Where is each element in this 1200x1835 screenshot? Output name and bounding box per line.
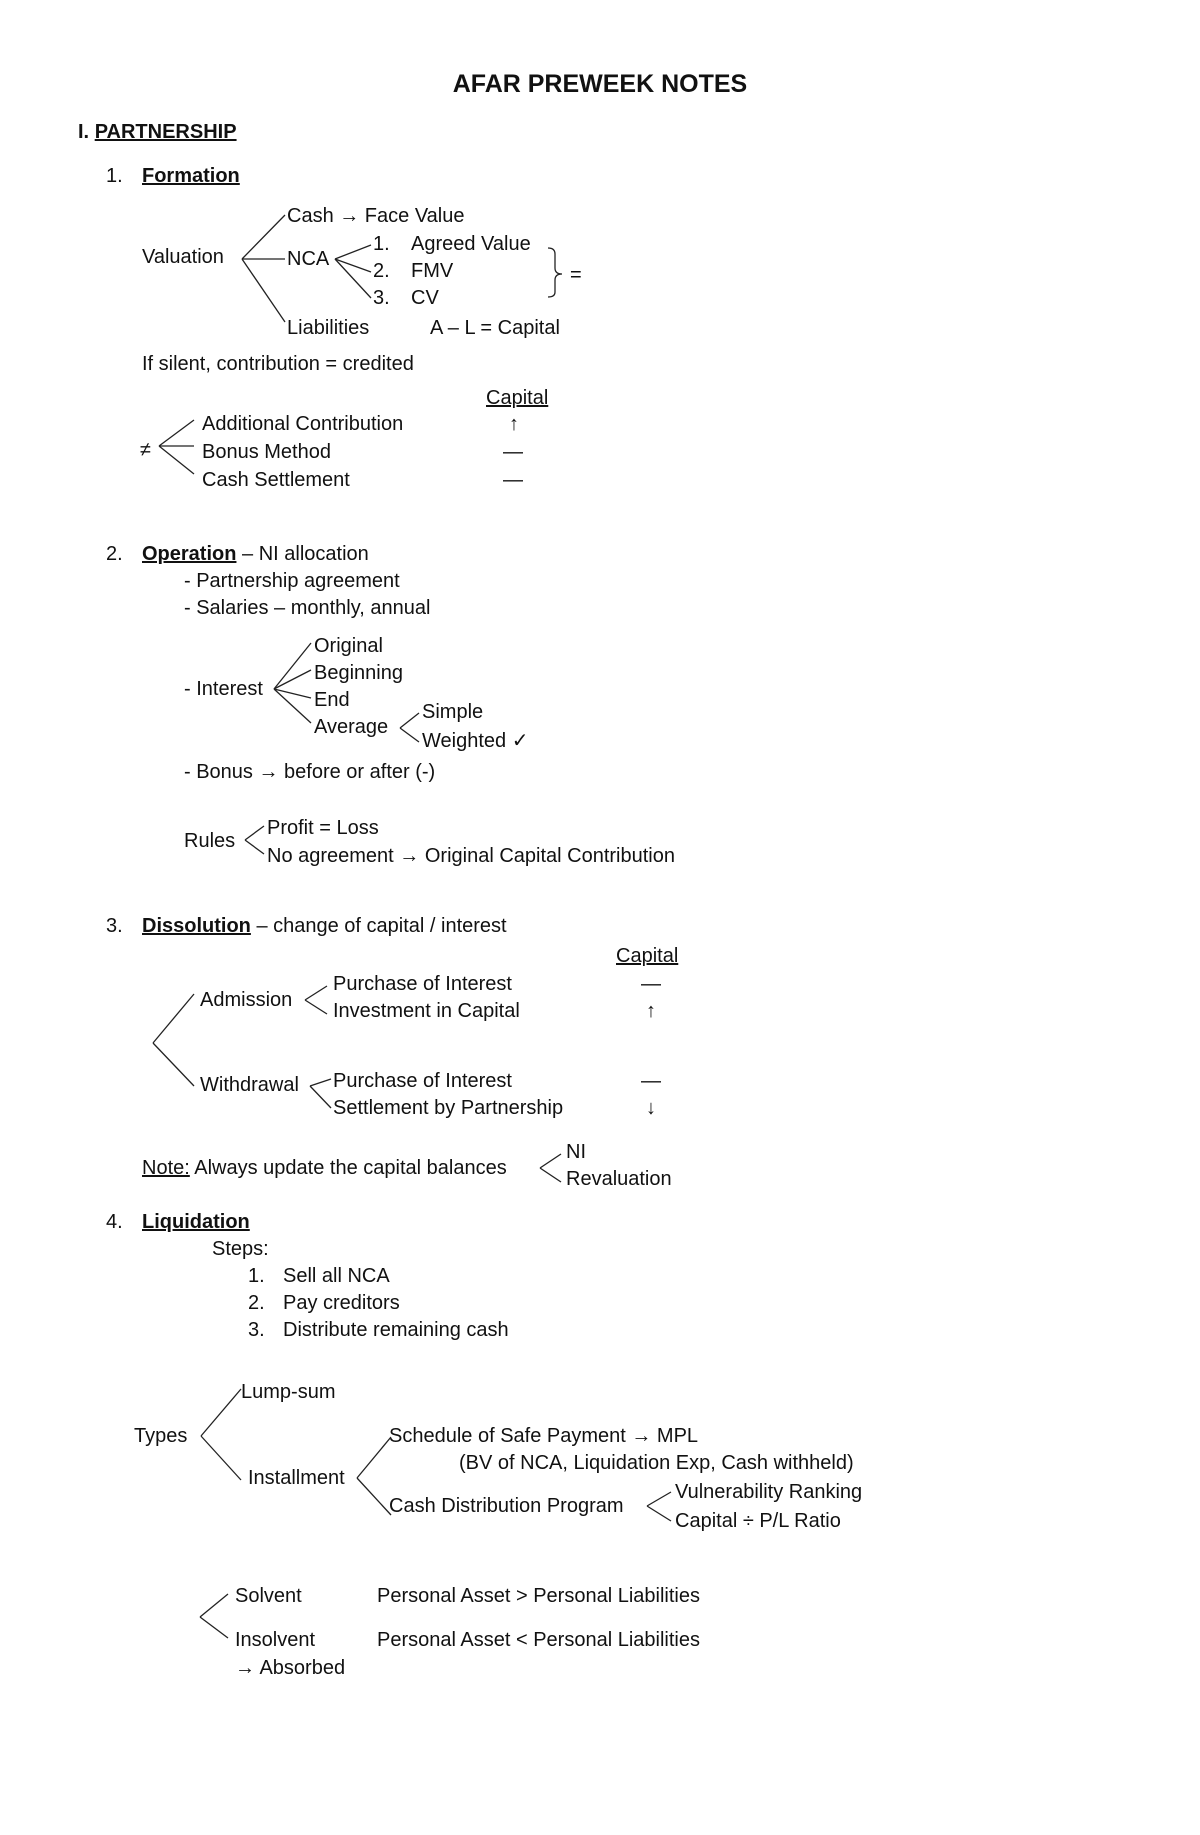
step-item: Sell all NCA xyxy=(283,1265,390,1287)
steps-label: Steps: xyxy=(212,1238,269,1260)
section-heading xyxy=(78,120,237,144)
liquidation-heading: Liquidation xyxy=(142,1211,250,1233)
types-label: Types xyxy=(134,1425,188,1447)
note-line xyxy=(142,1156,507,1180)
rules-label: Rules xyxy=(184,830,236,852)
withdrawal-capital-effect: ↓ xyxy=(646,1097,656,1119)
method-capital-effect: — xyxy=(503,469,523,491)
dissolution-heading: Dissolution xyxy=(142,915,251,937)
interest-option: Beginning xyxy=(314,662,403,684)
solvency-description: Personal Asset > Personal Liabilities xyxy=(377,1585,700,1607)
absorbed-note: → Absorbed xyxy=(235,1657,346,1679)
capital-column-header: Capital xyxy=(486,387,549,409)
nca-item-number: 3. xyxy=(373,287,390,309)
admission-item: Investment in Capital xyxy=(333,1000,520,1022)
cdp-item: Capital ÷ P/L Ratio xyxy=(675,1510,841,1532)
admission-label: Admission xyxy=(200,989,293,1011)
safe-payment-detail: (BV of NCA, Liquidation Exp, Cash withheld) xyxy=(459,1452,854,1474)
nca-label: NCA xyxy=(287,248,330,270)
cash-distribution-program: Cash Distribution Program xyxy=(389,1495,624,1517)
cdp-item: Vulnerability Ranking xyxy=(675,1481,863,1503)
average-option: Weighted ✓ xyxy=(422,730,529,752)
note-text: Always update the capital balances xyxy=(194,1157,507,1179)
nca-item: FMV xyxy=(411,260,454,282)
solvency-description: Personal Asset < Personal Liabilities xyxy=(377,1629,700,1651)
operation-subtitle: – NI allocation xyxy=(242,543,369,565)
page-title: AFAR PREWEEK NOTES xyxy=(452,70,748,98)
admission-capital-effect: — xyxy=(641,973,661,995)
rule-item: Profit = Loss xyxy=(267,817,379,839)
silent-contribution-note: If silent, contribution = credited xyxy=(142,353,414,375)
method-capital-effect: ↑ xyxy=(509,413,519,435)
interest-option: Average xyxy=(314,716,389,738)
interest-label: - Interest xyxy=(184,678,263,700)
withdrawal-item: Purchase of Interest xyxy=(333,1070,512,1092)
step-number: 3. xyxy=(248,1319,265,1341)
note-label: Note: xyxy=(142,1157,190,1179)
formation-heading: Formation xyxy=(142,165,240,187)
cash-face-value: Cash → Face Value xyxy=(287,205,465,227)
method-label: Cash Settlement xyxy=(202,469,350,491)
capital-equation: A – L = Capital xyxy=(430,317,560,339)
section-numeral: I. xyxy=(78,121,90,143)
step-number: 2. xyxy=(248,1292,265,1314)
method-capital-effect: — xyxy=(503,441,523,463)
valuation-label: Valuation xyxy=(142,246,224,268)
withdrawal-label: Withdrawal xyxy=(200,1074,299,1096)
average-option: Simple xyxy=(422,701,484,723)
step-item: Pay creditors xyxy=(283,1292,400,1314)
solvency-label: Insolvent xyxy=(235,1629,316,1651)
method-label: Bonus Method xyxy=(202,441,331,463)
lump-sum-label: Lump-sum xyxy=(241,1381,336,1403)
operation-bullet: - Salaries – monthly, annual xyxy=(184,597,431,619)
operation-heading-line xyxy=(142,542,369,566)
step-item: Distribute remaining cash xyxy=(283,1319,509,1341)
liquidation-number: 4. xyxy=(106,1211,123,1233)
withdrawal-capital-effect: — xyxy=(641,1070,661,1092)
admission-capital-effect: ↑ xyxy=(646,1000,656,1022)
step-number: 1. xyxy=(248,1265,265,1287)
liabilities-label: Liabilities xyxy=(287,317,370,339)
dissolution-subtitle: – change of capital / interest xyxy=(256,915,507,937)
operation-number: 2. xyxy=(106,543,123,565)
installment-label: Installment xyxy=(248,1467,345,1489)
operation-bullet: - Partnership agreement xyxy=(184,570,400,592)
solvency-label: Solvent xyxy=(235,1585,302,1607)
capital-column-header: Capital xyxy=(616,945,679,967)
dissolution-heading-line xyxy=(142,914,507,938)
section-label: PARTNERSHIP xyxy=(94,121,237,143)
not-equal-symbol: ≠ xyxy=(140,439,151,461)
safe-payment-schedule: Schedule of Safe Payment → MPL xyxy=(389,1425,699,1447)
dissolution-number: 3. xyxy=(106,915,123,937)
note-item: NI xyxy=(566,1141,586,1163)
nca-item: Agreed Value xyxy=(411,233,531,255)
nca-item-number: 1. xyxy=(373,233,390,255)
admission-item: Purchase of Interest xyxy=(333,973,512,995)
operation-heading: Operation xyxy=(142,543,237,565)
bonus-note: - Bonus → before or after (-) xyxy=(184,761,436,783)
formation-number: 1. xyxy=(106,165,123,187)
nca-item: CV xyxy=(411,287,439,309)
note-item: Revaluation xyxy=(566,1168,672,1190)
interest-option: Original xyxy=(314,635,383,657)
nca-item-number: 2. xyxy=(373,260,390,282)
withdrawal-item: Settlement by Partnership xyxy=(333,1097,564,1119)
method-label: Additional Contribution xyxy=(202,413,404,435)
interest-option: End xyxy=(314,689,350,711)
brace-equals: = xyxy=(570,264,582,286)
rule-item: No agreement → Original Capital Contribution xyxy=(267,845,675,867)
